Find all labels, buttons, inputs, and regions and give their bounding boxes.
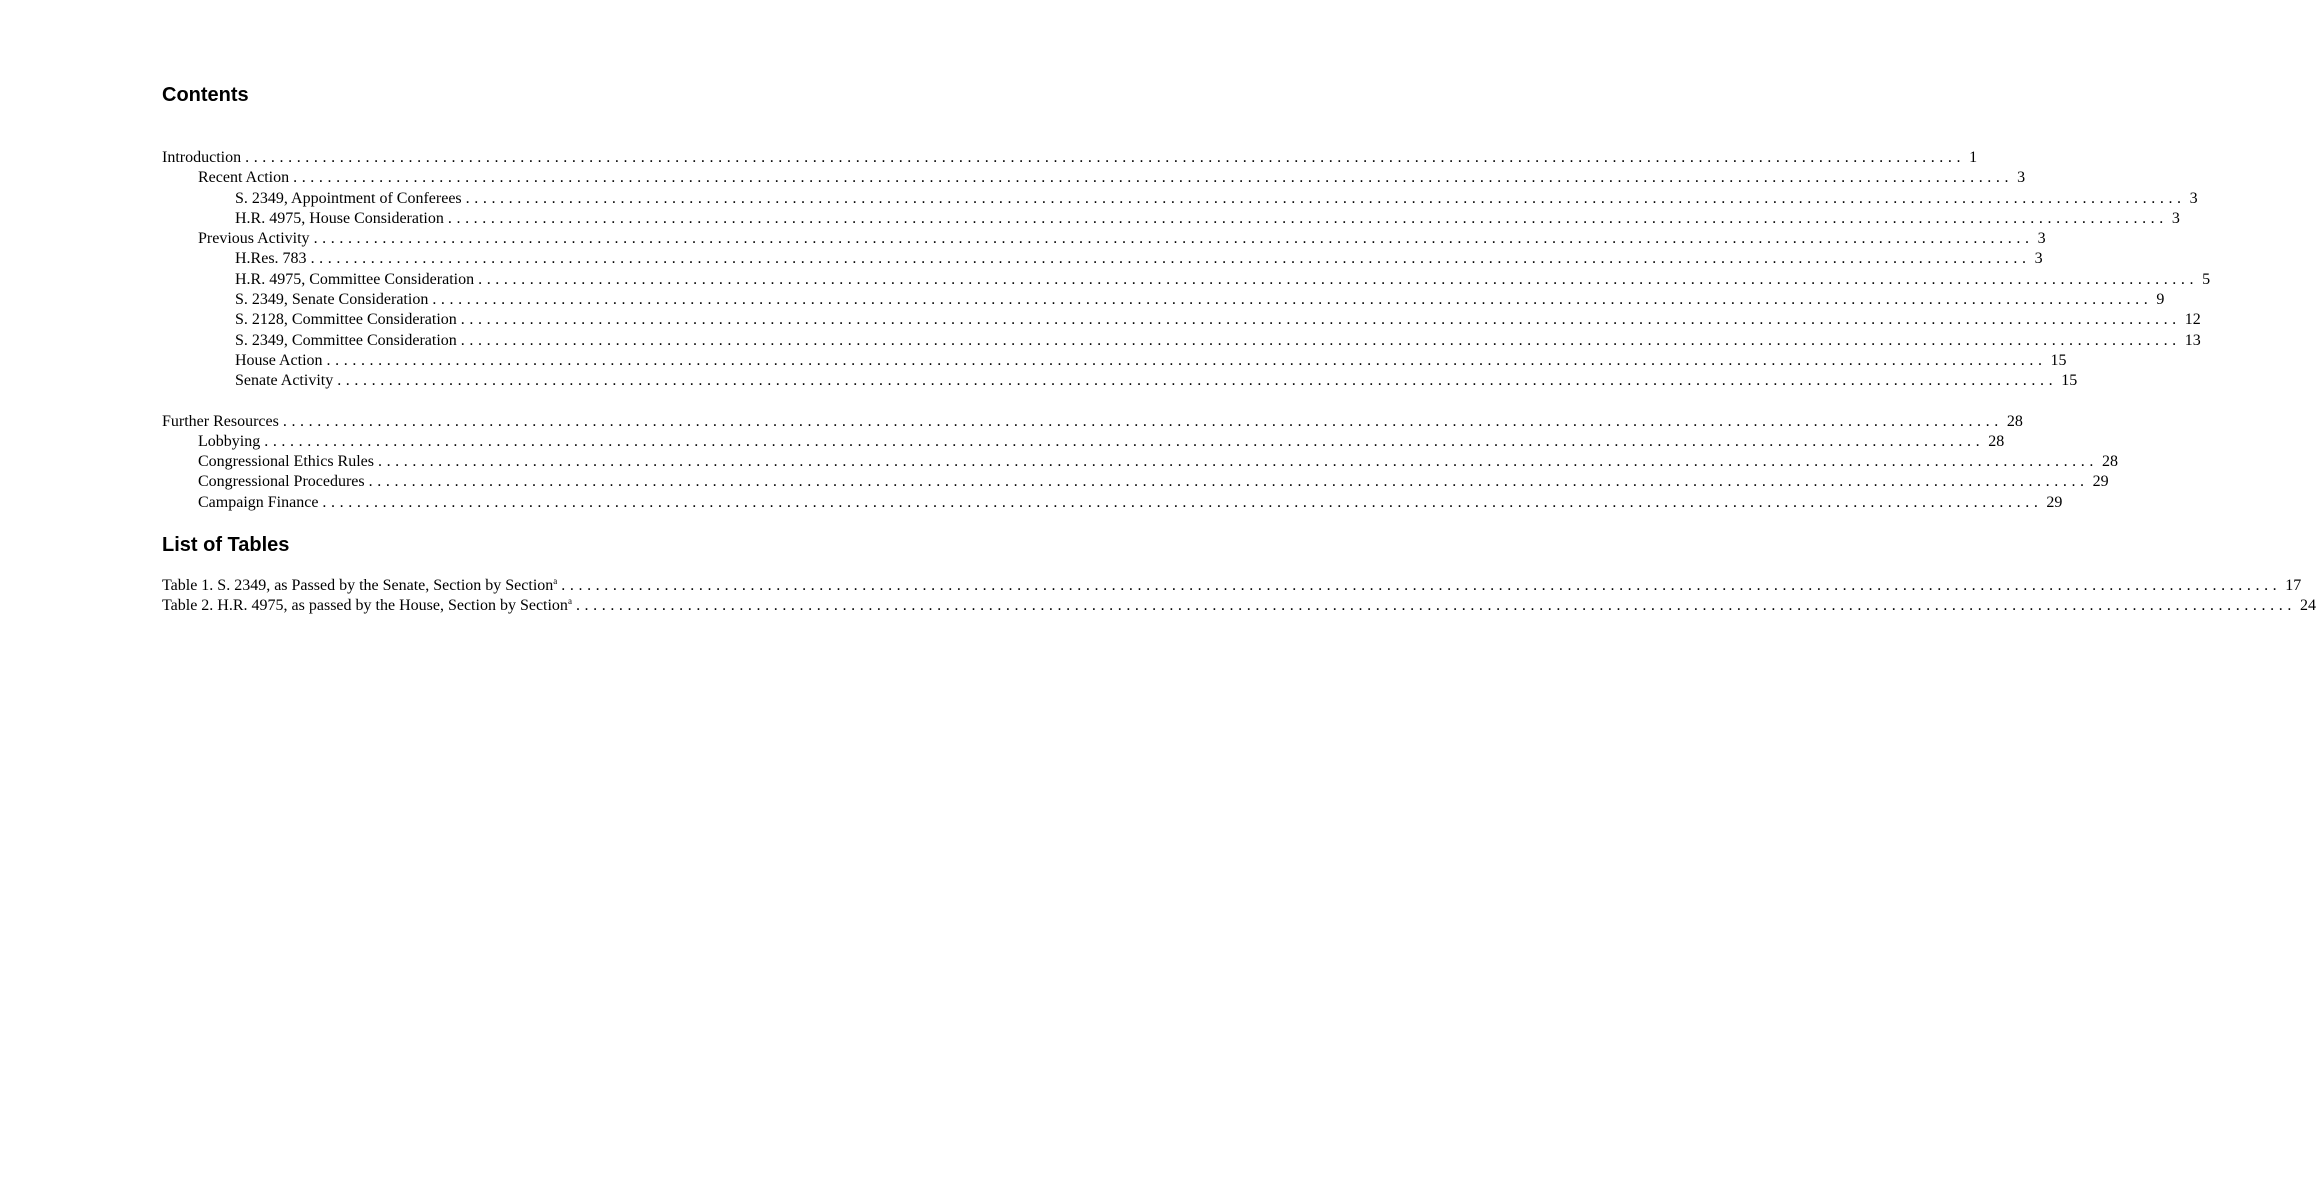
dot-leader: ........................................................................................................................................................................................................ <box>447 209 2168 227</box>
toc-page-number: 12 <box>2184 311 2201 329</box>
dot-leader: ........................................................................................................................................................................................................ <box>293 169 2014 187</box>
toc-entry[interactable] <box>162 351 2067 371</box>
toc-entry-title: Congressional Ethics Rules <box>198 453 374 471</box>
toc-entry-title: H.R. 4975, House Consideration <box>235 209 444 227</box>
toc-page-number: 15 <box>2061 372 2078 390</box>
tables-list <box>162 576 2316 617</box>
toc-page-number: 24 <box>2299 597 2316 615</box>
toc-entry[interactable] <box>162 331 2201 351</box>
list-of-tables-heading: List of Tables <box>162 534 290 557</box>
dot-leader: ........................................................................................................................................................................................................ <box>322 493 2043 511</box>
toc-page-number: 28 <box>2006 412 2023 430</box>
dot-leader: ........................................................................................................................................................................................................ <box>460 311 2181 329</box>
toc-entry-title: Congressional Procedures <box>198 473 365 491</box>
toc-entry[interactable] <box>162 209 2180 229</box>
toc-entry[interactable] <box>162 168 2026 188</box>
group-spacer <box>162 392 758 412</box>
toc-page-number: 15 <box>2050 351 2067 369</box>
dot-leader: ........................................................................................................................................................................................................ <box>465 189 2186 207</box>
toc-page-number: 28 <box>1988 432 2005 450</box>
toc-entry[interactable] <box>162 576 2302 596</box>
toc-entry-title: House Action <box>235 351 323 369</box>
toc-page-number: 17 <box>2285 577 2302 595</box>
toc-entry-title: Senate Activity <box>235 372 334 390</box>
toc-entry[interactable] <box>162 229 2046 249</box>
toc-entry[interactable] <box>162 189 2198 209</box>
toc-entry[interactable] <box>162 371 2078 391</box>
toc-entry[interactable] <box>162 412 2023 432</box>
toc-page-number: 3 <box>2017 169 2026 187</box>
toc-entry[interactable] <box>162 148 1978 168</box>
toc-page-number: 1 <box>1969 149 1978 166</box>
dot-leader: ........................................................................................................................................................................................................ <box>460 331 2181 349</box>
toc-entry[interactable] <box>162 249 2043 269</box>
toc-entry[interactable] <box>162 493 2063 513</box>
toc-entry[interactable] <box>162 452 2118 472</box>
toc-page-number: 3 <box>2171 209 2180 227</box>
toc-page-number: 29 <box>2046 493 2063 511</box>
dot-leader: ........................................................................................................................................................................................................ <box>313 230 2034 248</box>
toc-entry-title: S. 2349, Committee Consideration <box>235 331 457 349</box>
toc-entry[interactable] <box>162 432 2005 452</box>
toc-entry-title: Campaign Finance <box>198 493 319 511</box>
toc-entry-title: Table 1. S. 2349, as Passed by the Senate, Section by Section$^a$ <box>162 576 558 595</box>
toc-entry-title: Table 2. H.R. 4975, as passed by the House, Section by Section$^a$ <box>162 596 572 615</box>
toc-page-number: 5 <box>2202 270 2211 288</box>
toc-page-number: 29 <box>2092 473 2109 491</box>
toc-entry[interactable] <box>162 290 2165 310</box>
dot-leader: ........................................................................................................................................................................................................ <box>368 473 2089 491</box>
dot-leader: ........................................................................................................................................................................................................ <box>432 291 2153 309</box>
toc-page-number: 3 <box>2034 250 2043 268</box>
toc-entry-title: S. 2349, Appointment of Conferees <box>235 189 462 207</box>
toc-entry[interactable] <box>162 310 2201 330</box>
dot-leader: ........................................................................................................................................................................................................ <box>561 577 2282 595</box>
toc-entry-title: Introduction <box>162 149 242 166</box>
toc-entry-title: Recent Action <box>198 169 290 187</box>
document-page <box>162 0 2316 617</box>
toc-entry-title: H.R. 4975, Committee Consideration <box>235 270 475 288</box>
dot-leader: ........................................................................................................................................................................................................ <box>337 372 2058 390</box>
dot-leader: ........................................................................................................................................................................................................ <box>245 149 1966 166</box>
toc-entry-title: Lobbying <box>198 432 261 450</box>
dot-leader: ........................................................................................................................................................................................................ <box>326 351 2047 369</box>
dot-leader: ........................................................................................................................................................................................................ <box>264 432 1985 450</box>
toc-page-number: 13 <box>2184 331 2201 349</box>
table-note-marker: a <box>567 596 572 607</box>
table-note-marker: a <box>553 576 558 587</box>
toc-page-number: 9 <box>2156 291 2165 309</box>
dot-leader: ........................................................................................................................................................................................................ <box>282 412 2003 430</box>
toc-entry-title: S. 2349, Senate Consideration <box>235 291 429 309</box>
dot-leader: ........................................................................................................................................................................................................ <box>478 270 2199 288</box>
toc-entry[interactable] <box>162 596 2316 616</box>
toc-page-number: 28 <box>2101 453 2118 471</box>
toc-entry-title: Further Resources <box>162 412 279 430</box>
dot-leader: ........................................................................................................................................................................................................ <box>310 250 2031 268</box>
toc-entry[interactable] <box>162 270 2211 290</box>
dot-leader: ........................................................................................................................................................................................................ <box>575 597 2296 615</box>
toc-entry-title: S. 2128, Committee Consideration <box>235 311 457 329</box>
toc-page-number: 3 <box>2189 189 2198 207</box>
toc-entry-title: H.Res. 783 <box>235 250 307 268</box>
toc-page-number: 3 <box>2037 230 2046 248</box>
toc-entry[interactable] <box>162 472 2109 492</box>
dot-leader: ........................................................................................................................................................................................................ <box>377 453 2098 471</box>
contents-list <box>162 148 2211 513</box>
contents-heading: Contents <box>162 84 249 106</box>
toc-entry-title: Previous Activity <box>198 230 310 248</box>
